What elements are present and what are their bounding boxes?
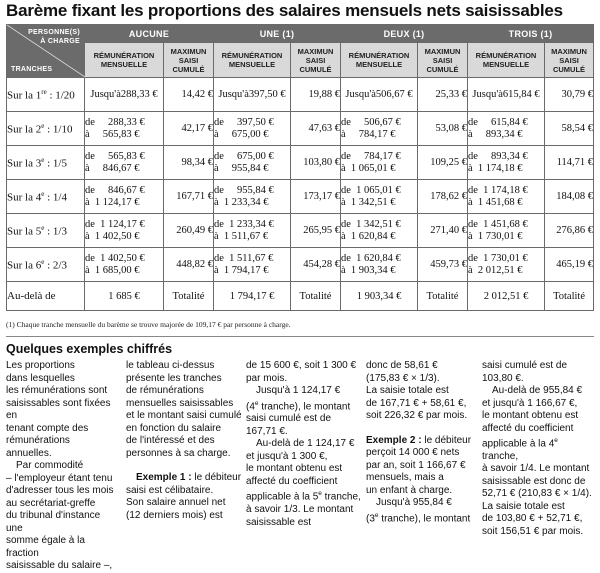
text-line: par an, soit 1 166,67 €: [366, 459, 466, 471]
text-line: soit 156,51 € par mois.: [482, 525, 584, 537]
subheader-remuneration: RÉMUNÉRATION MENSUELLE: [468, 43, 545, 78]
tranche-label: Sur la 4e : 1/4: [7, 180, 85, 214]
text-line: personnes à sa charge.: [126, 447, 231, 459]
text-line: saisi cumulé est de: [482, 360, 568, 371]
c3-line: (4e tranche), le montant: [246, 399, 351, 412]
remuneration-range-cell: de 1 342,51 € à 1 620,84 €: [341, 214, 418, 248]
remuneration-range-cell: de 1 174,18 € à 1 451,68 €: [468, 180, 545, 214]
remuneration-range-cell: de 893,34 € à 1 174,18 €: [468, 146, 545, 180]
group-header-une: UNE (1): [214, 25, 341, 43]
beyond-threshold-cell: 1 685 €: [85, 282, 164, 311]
remuneration-range-cell: de 565,83 € à 846,67 €: [85, 146, 164, 180]
max-saisi-cell: 30,79 €: [545, 78, 594, 112]
text-line: saisi cumulé est de: [246, 413, 332, 425]
text-line: saisi est célibataire.: [126, 484, 214, 496]
remuneration-range-cell: de 1 730,01 € à 2 012,51 €: [468, 248, 545, 282]
example-2-intro: le débiteur: [421, 434, 472, 446]
beyond-threshold-cell: 1 794,17 €: [214, 282, 291, 311]
text-line: saisissable est: [246, 516, 312, 528]
text-column-1: [6, 360, 116, 573]
c4-line: Jusqu'à 955,84 €: [376, 497, 452, 508]
text-line: somme égale à la fraction: [6, 535, 85, 559]
max-saisi-cell: 114,71 €: [545, 146, 594, 180]
max-saisi-cell: 184,08 €: [545, 180, 594, 214]
example-1-heading: [126, 472, 244, 485]
bareme-table: [6, 24, 594, 311]
max-saisi-cell: 173,17 €: [291, 180, 341, 214]
table-row: [7, 78, 594, 112]
c4-line: (3e tranche), le montant: [366, 511, 471, 524]
subheader-remuneration: RÉMUNÉRATION MENSUELLE: [85, 43, 164, 78]
remuneration-range-cell: Jusqu'à288,33 €: [85, 78, 164, 112]
corner-dependents-label: PERSONNE(S) À CHARGE: [28, 29, 80, 45]
subheader-remuneration: RÉMUNÉRATION MENSUELLE: [341, 43, 418, 78]
text-line: de 103,80 € + 52,71 €,: [482, 513, 583, 525]
subheader-remuneration: RÉMUNÉRATION MENSUELLE: [214, 43, 291, 78]
tranche-label: Sur la 2e : 1/10: [7, 112, 85, 146]
text-line: saisissable est donc de: [482, 475, 586, 487]
max-saisi-cell: 14,42 €: [164, 78, 214, 112]
tranche-label: Sur la 5e : 1/3: [7, 214, 85, 248]
beyond-total-cell: Totalité: [291, 282, 341, 311]
text-line: (175,83 € × 1/3).: [366, 372, 440, 384]
text-line: affecté du coefficient: [246, 475, 338, 487]
text-line: de l'intéressé et des: [126, 435, 215, 446]
text-line: d'adresser tous les mois: [6, 485, 114, 496]
text-line: à savoir 1/4. Le montant: [482, 463, 590, 475]
page-title: Barème fixant les proportions des salaires mensuels nets saisissables: [6, 1, 563, 20]
max-saisi-cell: 47,63 €: [291, 112, 341, 146]
max-saisi-cell: 454,28 €: [291, 248, 341, 282]
text-line: par mois.: [246, 372, 288, 384]
remuneration-range-cell: de 1 233,34 € à 1 511,67 €: [214, 214, 291, 248]
text-line: tenant compte des: [6, 422, 89, 434]
text-line: (12 derniers mois) est: [126, 509, 223, 521]
text-line: affecté du coefficient: [482, 422, 574, 434]
remuneration-range-cell: de 846,67 € à 1 124,17 €: [85, 180, 164, 214]
max-saisi-cell: 109,25 €: [418, 146, 468, 180]
beyond-threshold-cell: 2 012,51 €: [468, 282, 545, 311]
beyond-total-cell: Totalité: [164, 282, 214, 311]
example-1-intro: le débiteur: [191, 472, 242, 483]
remuneration-range-cell: de 506,67 € à 784,17 €: [341, 112, 418, 146]
text-line: mensuels, mais a: [366, 472, 444, 483]
remuneration-range-cell: de 615,84 € à 893,34 €: [468, 112, 545, 146]
remuneration-range-cell: de 1 402,50 € à 1 685,00 €: [85, 248, 164, 282]
group-header-trois: TROIS (1): [468, 25, 594, 43]
text-line: les rémunérations sont: [6, 385, 108, 396]
text-column-4: [366, 360, 484, 525]
remuneration-range-cell: de 1 065,01 € à 1 342,51 €: [341, 180, 418, 214]
max-saisi-cell: 103,80 €: [291, 146, 341, 180]
table-row-beyond: [7, 282, 594, 311]
text-line: – l'employeur étant tenu: [6, 472, 113, 484]
beyond-total-cell: Totalité: [545, 282, 594, 311]
example-2-heading: [366, 435, 484, 448]
beyond-label: Au-delà de: [7, 282, 85, 311]
group-header-aucune: AUCUNE: [85, 25, 214, 43]
max-saisi-cell: 260,49 €: [164, 214, 214, 248]
max-saisi-cell: 58,54 €: [545, 112, 594, 146]
max-saisi-cell: 98,34 €: [164, 146, 214, 180]
table-row: [7, 248, 594, 282]
text-line: en fonction du salaire: [126, 422, 222, 434]
text-line: un enfant à charge.: [366, 484, 453, 496]
text-line: La saisie totale est: [482, 500, 565, 512]
text-line: le montant obtenu est: [482, 410, 579, 421]
remuneration-range-cell: de 1 511,67 € à 1 794,17 €: [214, 248, 291, 282]
examples-text: [6, 360, 596, 571]
example-2-label: Exemple 2 :: [366, 434, 422, 446]
remuneration-range-cell: Jusqu'à397,50 €: [214, 78, 291, 112]
max-saisi-cell: 271,40 €: [418, 214, 468, 248]
subheader-maximum: MAXIMUN SAISI CUMULÉ: [418, 43, 468, 78]
max-saisi-cell: 167,71 €: [164, 180, 214, 214]
beyond-total-cell: Totalité: [418, 282, 468, 311]
remuneration-range-cell: de 675,00 € à 955,84 €: [214, 146, 291, 180]
text-line: et le montant saisi cumulé: [126, 410, 242, 421]
text-line: mensuelles saisissables: [126, 397, 234, 409]
text-line: le montant obtenu est: [246, 463, 343, 475]
tranche-label: Sur la 6e : 2/3: [7, 248, 85, 282]
max-saisi-cell: 178,62 €: [418, 180, 468, 214]
text-line: de rémunérations: [126, 385, 204, 396]
text-line: 52,71 € (210,83 € × 1/4).: [482, 488, 592, 500]
text-line: La saisie totale est: [366, 385, 449, 396]
max-saisi-cell: 53,08 €: [418, 112, 468, 146]
text-line: présente les tranches: [126, 372, 222, 384]
text-line: donc de 58,61 €: [366, 360, 438, 371]
text-line: et jusqu'à 1 300 €,: [246, 450, 328, 462]
text-line: 103,80 €.: [482, 372, 524, 384]
max-saisi-cell: 276,86 €: [545, 214, 594, 248]
remuneration-range-cell: de 784,17 € à 1 065,01 €: [341, 146, 418, 180]
table-footnote: (1) Chaque tranche mensuelle du barème se trouve majorée de 109,17 € par personne à charge.: [6, 320, 291, 329]
text-line: dans lesquelles: [6, 372, 75, 384]
text-line: perçoit 14 000 € nets: [366, 447, 460, 458]
text-line: saisissable du salaire –,: [6, 560, 113, 571]
c3-line: Au-delà de 1 124,17 €: [256, 438, 355, 450]
text-line: au secrétariat-greffe: [6, 497, 96, 509]
text-line: du tribunal d'instance une: [6, 510, 101, 534]
max-saisi-cell: 448,82 €: [164, 248, 214, 282]
tranche-label: Sur la 1re : 1/20: [7, 78, 85, 112]
remuneration-range-cell: de 1 451,68 € à 1 730,01 €: [468, 214, 545, 248]
section-title: Quelques exemples chiffrés: [6, 342, 173, 356]
subheader-maximum: MAXIMUN SAISI CUMULÉ: [545, 43, 594, 78]
max-saisi-cell: 459,73 €: [418, 248, 468, 282]
text-line: de 167,71 € + 58,61 €,: [366, 397, 467, 409]
text-line: 167,71 €.: [246, 425, 288, 437]
c5-line: Au-delà de 955,84 €: [492, 385, 583, 396]
max-saisi-cell: 265,95 €: [291, 214, 341, 248]
max-saisi-cell: 19,88 €: [291, 78, 341, 112]
text-line: Son salaire annuel net: [126, 497, 226, 508]
group-header-deux: DEUX (1): [341, 25, 468, 43]
table-row: [7, 112, 594, 146]
text-column-5: [482, 360, 596, 538]
remuneration-range-cell: de 955,84 € à 1 233,34 €: [214, 180, 291, 214]
remuneration-range-cell: de 1 620,84 € à 1 903,34 €: [341, 248, 418, 282]
remuneration-range-cell: de 288,33 € à 565,83 €: [85, 112, 164, 146]
text-line: Par commodité: [16, 460, 84, 471]
text-line: soit 226,32 € par mois.: [366, 410, 468, 421]
c3-line: applicable à la 5e tranche,: [246, 490, 361, 503]
section-divider: [6, 336, 594, 337]
corner-tranches-label: TRANCHES: [11, 66, 53, 73]
remuneration-range-cell: de 397,50 € à 675,00 €: [214, 112, 291, 146]
c5-line: applicable à la 4e tranche,: [482, 437, 558, 462]
table-row: [7, 214, 594, 248]
table-corner-header: [7, 25, 85, 78]
text-column-2: [126, 360, 244, 522]
tranche-label: Sur la 3e : 1/5: [7, 146, 85, 180]
text-column-3: [246, 360, 364, 529]
subheader-maximum: MAXIMUN SAISI CUMULÉ: [164, 43, 214, 78]
text-line: et jusqu'à 1 166,67 €,: [482, 397, 578, 409]
c3-line: Jusqu'à 1 124,17 €: [256, 385, 341, 396]
text-line: Les proportions: [6, 360, 75, 371]
subheader-maximum: MAXIMUN SAISI CUMULÉ: [291, 43, 341, 78]
max-saisi-cell: 25,33 €: [418, 78, 468, 112]
table-row: [7, 146, 594, 180]
text-line: saisissables sont fixées en: [6, 397, 111, 421]
table-row: [7, 180, 594, 214]
example-1-label: Exemple 1 :: [136, 472, 192, 483]
max-saisi-cell: 42,17 €: [164, 112, 214, 146]
beyond-threshold-cell: 1 903,34 €: [341, 282, 418, 311]
text-line: le tableau ci-dessus: [126, 360, 215, 371]
text-line: à savoir 1/3. Le montant: [246, 504, 354, 516]
remuneration-range-cell: de 1 124,17 € à 1 402,50 €: [85, 214, 164, 248]
text-line: de 15 600 €, soit 1 300 €: [246, 360, 357, 371]
remuneration-range-cell: Jusqu'à615,84 €: [468, 78, 545, 112]
max-saisi-cell: 465,19 €: [545, 248, 594, 282]
remuneration-range-cell: Jusqu'à506,67 €: [341, 78, 418, 112]
text-line: rémunérations annuelles.: [6, 435, 70, 459]
